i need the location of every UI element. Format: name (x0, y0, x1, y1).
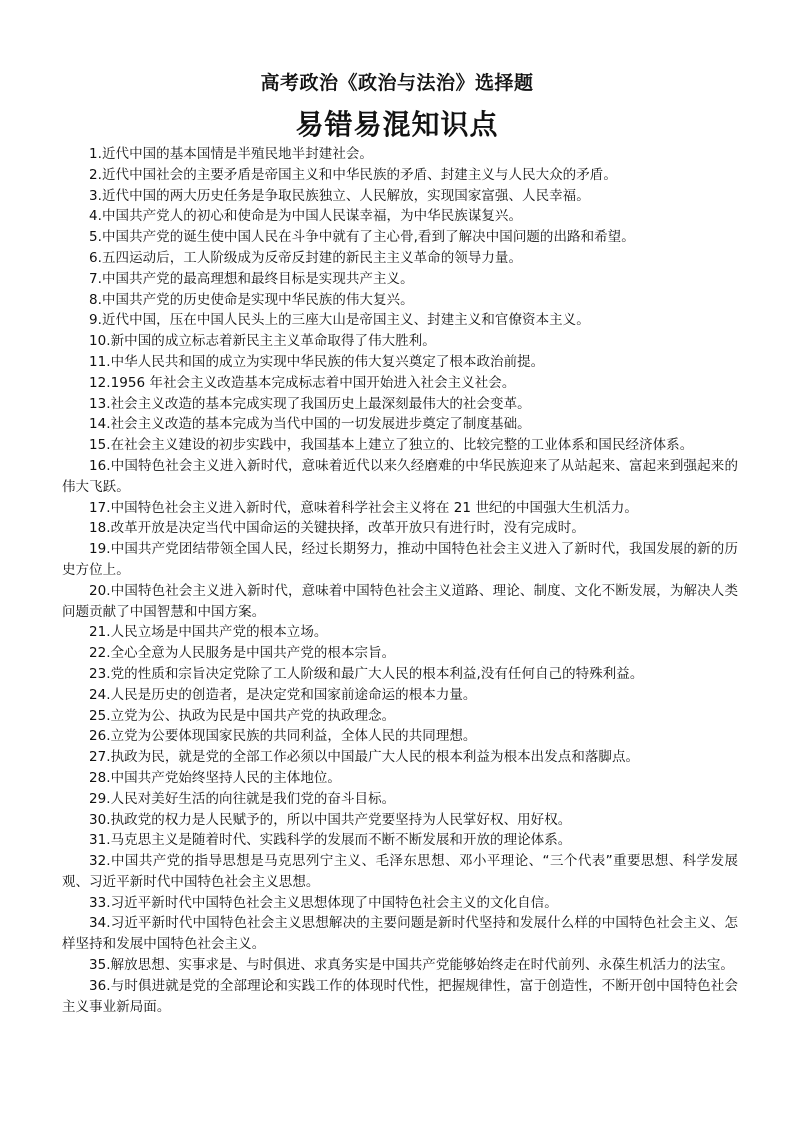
list-item: 24.人民是历史的创造者，是决定党和国家前途命运的根本力量。 (89, 686, 477, 703)
list-item: 29.人民对美好生活的向往就是我们党的奋斗目标。 (89, 790, 396, 807)
list-item: 22.全心全意为人民服务是中国共产党的根本宗旨。 (89, 645, 396, 662)
document-title: 高考政治《政治与法治》选择题 (260, 72, 534, 94)
list-item: 2.近代中国社会的主要矛盾是帝国主义和中华民族的矛盾、封建主义与人民大众的矛盾。 (89, 166, 617, 183)
list-item: 33.习近平新时代中国特色社会主义思想体现了中国特色社会主义的文化自信。 (89, 894, 558, 911)
list-item: 11.中华人民共和国的成立为实现中华民族的伟大复兴奠定了根本政治前提。 (89, 353, 545, 370)
list-item: 19.中国共产党团结带领全国人民，经过长期努力，推动中国特色社会主义进入了新时代，我国发展的新的历史方位上。 (62, 541, 738, 578)
list-item: 14.社会主义改造的基本完成为当代中国的一切发展进步奠定了制度基础。 (89, 416, 531, 433)
list-item: 20.中国特色社会主义进入新时代，意味着中国特色社会主义道路、理论、制度、文化不断发展，为解决人类问题贡献了中国智慧和中国方案。 (62, 582, 738, 620)
list-item: 12.1956 年社会主义改造基本完成标志着中国开始进入社会主义社会。 (89, 374, 516, 391)
list-item: 26.立党为公要体现国家民族的共同利益，全体人民的共同理想。 (89, 728, 477, 745)
knowledge-point-list (62, 144, 738, 1017)
list-item: 31.马克思主义是随着时代、实践科学的发展而不断不断发展和开放的理论体系。 (89, 832, 572, 849)
list-item: 17.中国特色社会主义进入新时代，意味着科学社会主义将在 21 世纪的中国强大生机活力。 (89, 499, 638, 516)
list-item: 21.人民立场是中国共产党的根本立场。 (89, 624, 328, 641)
list-item: 23.党的性质和宗旨决定党除了工人阶级和最广大人民的根本利益,没有任何自己的特殊利益。 (89, 665, 644, 682)
list-item: 5.中国共产党的诞生使中国人民在斗争中就有了主心骨,看到了解决中国问题的出路和希望。 (89, 229, 635, 246)
list-item: 3.近代中国的两大历史任务是争取民族独立、人民解放，实现国家富强、人民幸福。 (89, 187, 590, 204)
list-item: 6.五四运动后，工人阶级成为反帝反封建的新民主主义革命的领导力量。 (89, 249, 523, 266)
list-item: 18.改革开放是决定当代中国命运的关键抉择，改革开放只有进行时，没有完成时。 (89, 520, 585, 537)
list-item: 10.新中国的成立标志着新民主主义革命取得了伟大胜利。 (89, 333, 436, 350)
list-item: 25.立党为公、执政为民是中国共产党的执政理念。 (89, 707, 396, 724)
list-item: 30.执政党的权力是人民赋予的，所以中国共产党要坚持为人民掌好权、用好权。 (89, 811, 572, 828)
list-item: 9.近代中国，压在中国人民头上的三座大山是帝国主义、封建主义和官僚资本主义。 (89, 312, 590, 329)
list-item: 36.与时俱进就是党的全部理论和实践工作的体现时代性，把握规律性，富于创造性，不断开创中国特色社会主义事业新局面。 (62, 977, 738, 1015)
list-item: 4.中国共产党人的初心和使命是为中国人民谋幸福，为中华民族谋复兴。 (89, 208, 523, 225)
list-item: 1.近代中国的基本国情是半殖民地半封建社会。 (89, 146, 373, 162)
list-item: 16.中国特色社会主义进入新时代，意味着近代以来久经磨难的中华民族迎来了从站起来、富起来到强起来的伟大飞跃。 (62, 457, 738, 495)
list-item: 28.中国共产党始终坚持人民的主体地位。 (89, 769, 341, 786)
list-item: 35.解放思想、实事求是、与时俱进、求真务实是中国共产党能够始终走在时代前列、永葆生机活力的法宝。 (89, 957, 734, 974)
list-item: 32.中国共产党的指导思想是马克思列宁主义、毛泽东思想、邓小平理论、“三个代表”重要思想、科学发展观、习近平新时代中国特色社会主义思想。 (62, 853, 738, 890)
list-item: 27.执政为民，就是党的全部工作必须以中国最广大人民的根本利益为根本出发点和落脚点。 (89, 749, 640, 766)
list-item: 7.中国共产党的最高理想和最终目标是实现共产主义。 (89, 270, 414, 287)
list-item: 8.中国共产党的历史使命是实现中华民族的伟大复兴。 (89, 291, 414, 308)
list-item: 34.习近平新时代中国特色社会主义思想解决的主要问题是新时代坚持和发展什么样的中国特色社会主义、怎样坚持和发展中国特色社会主义。 (62, 915, 738, 953)
list-item: 13.社会主义改造的基本完成实现了我国历史上最深刻最伟大的社会变革。 (89, 395, 531, 412)
document-subtitle: 易错易混知识点 (295, 108, 499, 141)
list-item: 15.在社会主义建设的初步实践中，我国基本上建立了独立的、比较完整的工业体系和国民经济体系。 (89, 437, 694, 454)
